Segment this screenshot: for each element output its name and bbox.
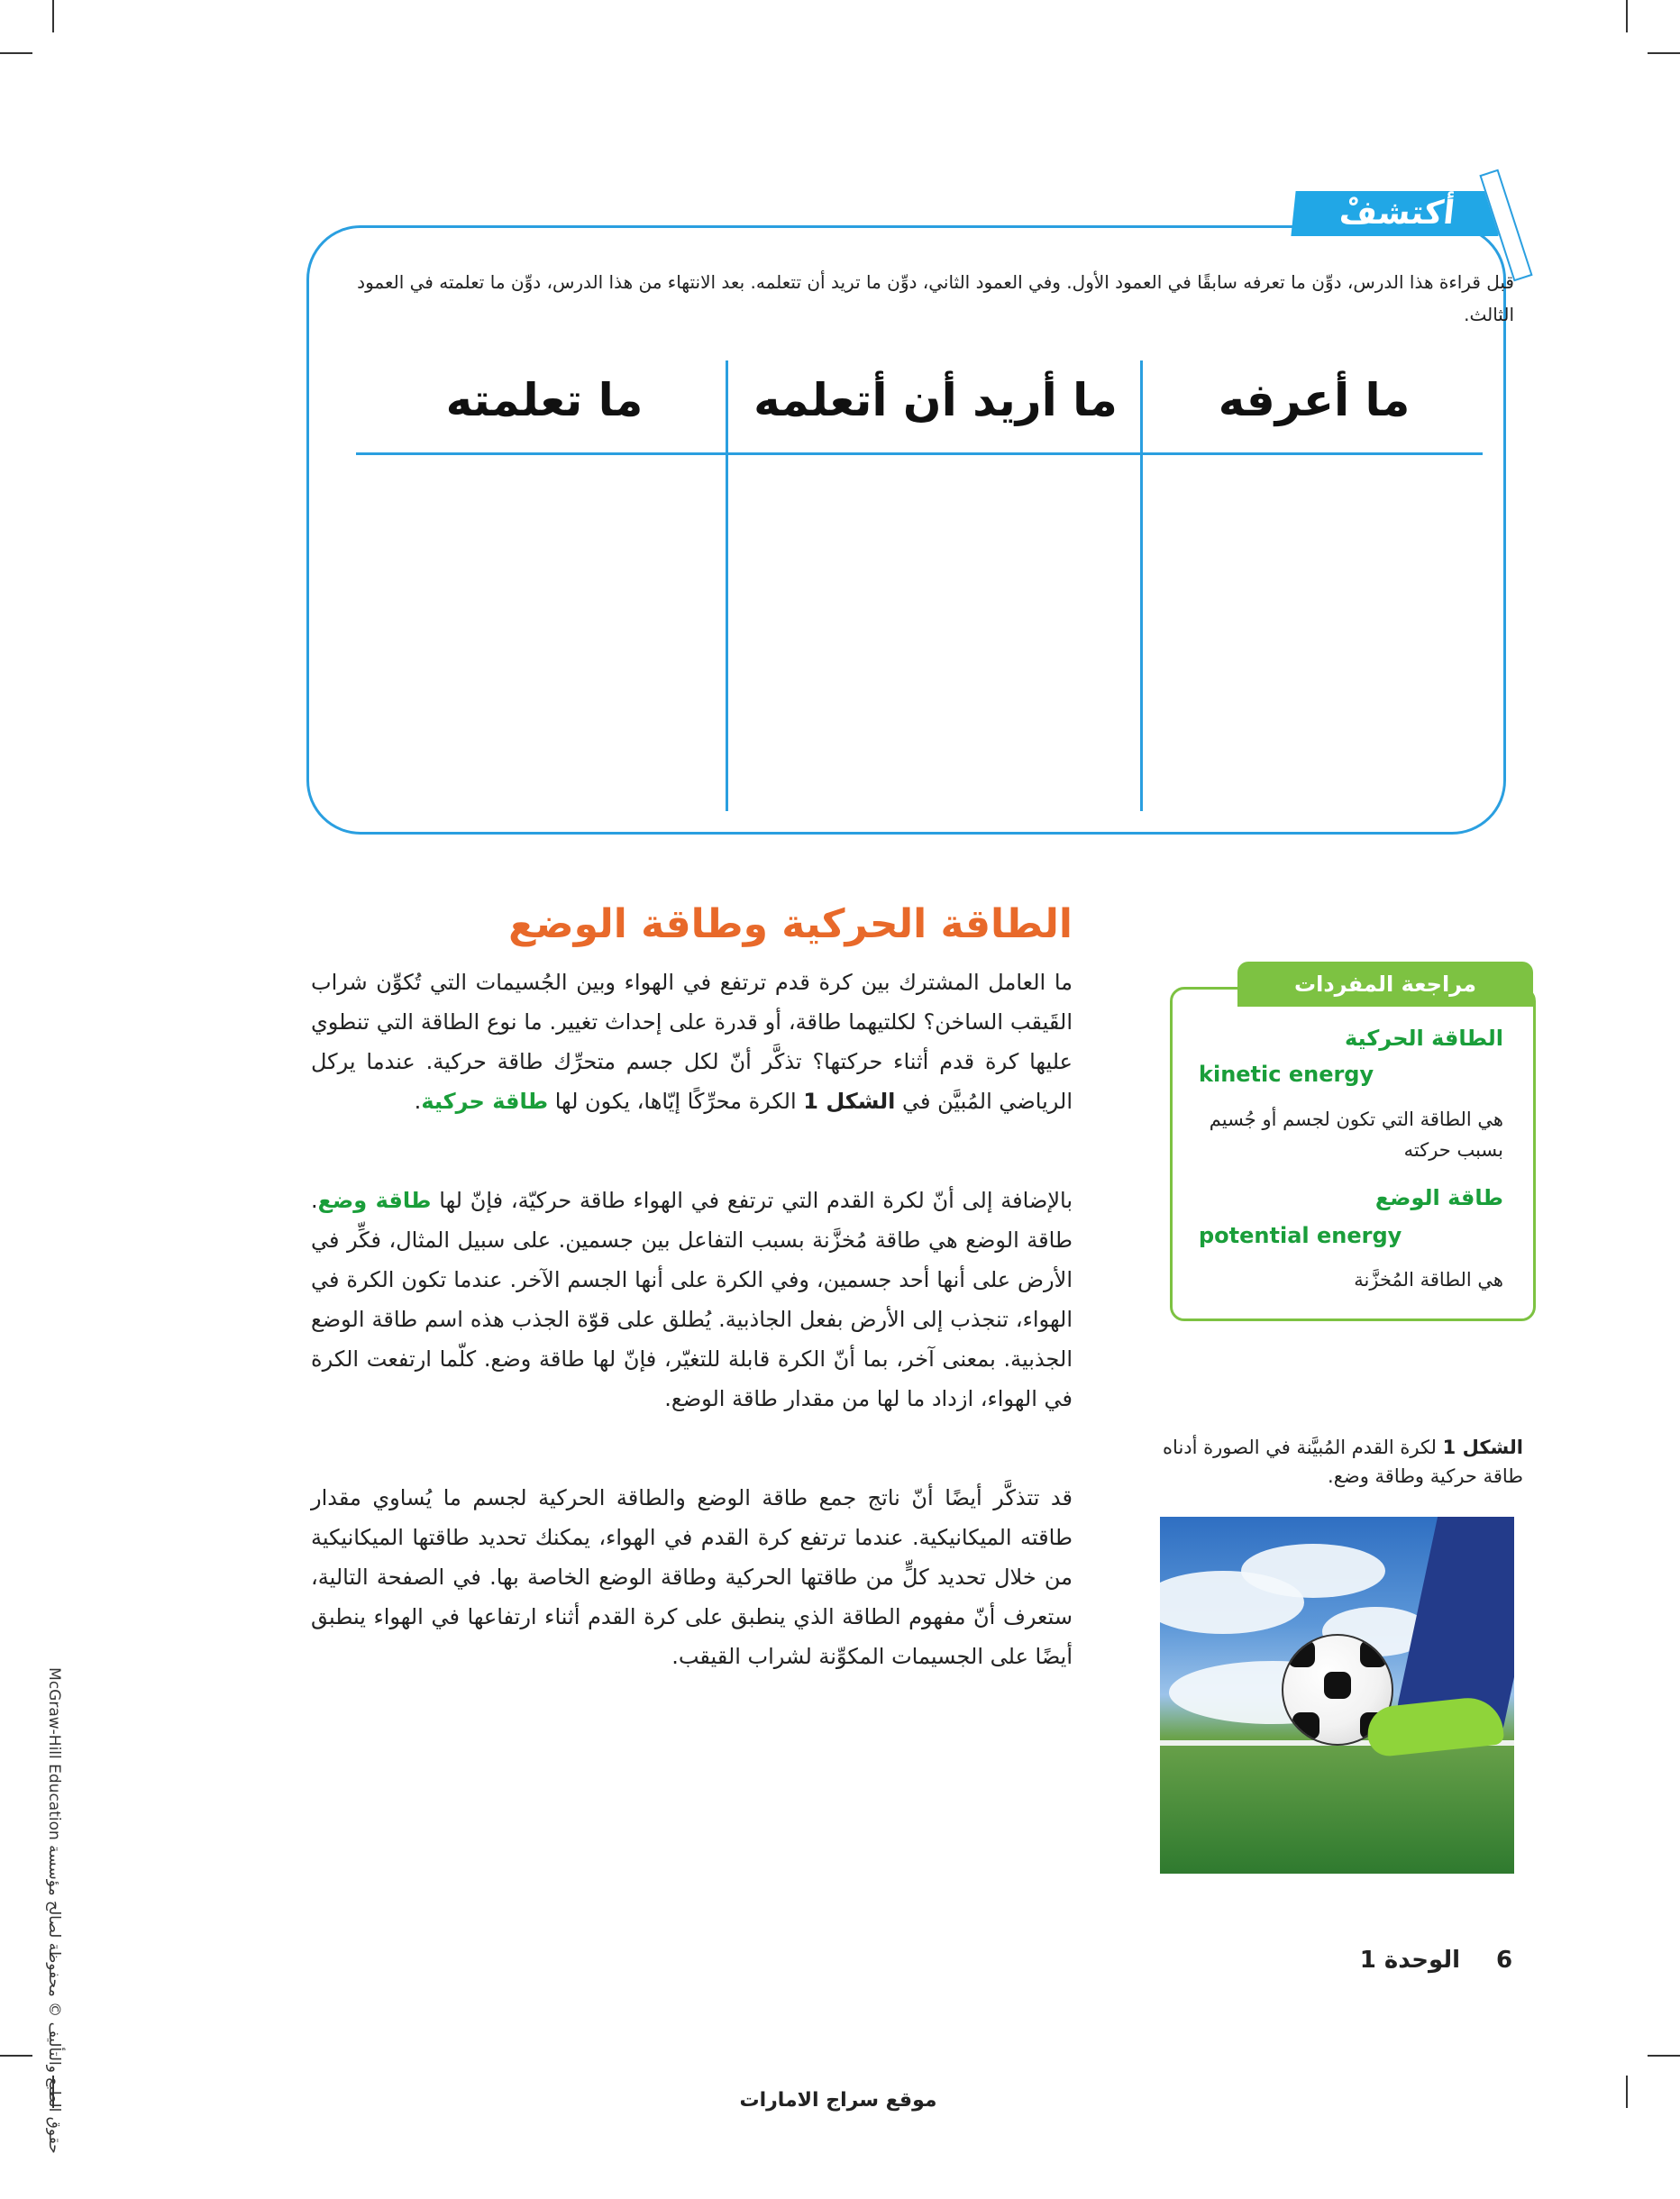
vocab-def-kinetic: هي الطاقة التي تكون لجسم أو جُسيم بسبب حركته	[1209, 1109, 1503, 1161]
kwl-column-learned: ما تعلمته	[445, 374, 644, 426]
paragraph-3	[311, 1478, 1073, 1676]
kwl-column-know: ما أعرفه	[1218, 374, 1411, 426]
section-title: الطاقة الحركية وطاقة الوضع	[508, 901, 1073, 947]
paragraph-2-text-a: بالإضافة إلى أنّ لكرة القدم التي ترتفع في الهواء طاقة حركيّة، فإنّ لها	[439, 1188, 1073, 1213]
soccer-photo	[1160, 1517, 1514, 1874]
kwl-column-want: ما أريد أن أتعلمه	[753, 374, 1118, 426]
vocab-term-kinetic-en: kinetic energy	[1199, 1062, 1374, 1087]
paragraph-1-text-a: ما العامل المشترك بين كرة قدم ترتفع في الهواء وبين الجُسيمات التي تُكوِّن شراب القَيقب الساخن؟ لكلتيهما طاقة، أو قدرة على إحداث تغيير. ما نوع الطاقة التي تنطوي عليها كرة قدم أثناء حركتها؟ تذكَّر أنّ لكل جسم متحرِّك طاقة حركية. عندما يركل الرياضي المُبيَّن في	[311, 970, 1073, 1114]
crop-mark	[1648, 52, 1680, 54]
keyword-kinetic-energy: طاقة حركية	[421, 1089, 549, 1114]
figure-label: الشكل 1	[1442, 1437, 1523, 1458]
crop-mark	[1626, 2076, 1628, 2108]
cloud	[1241, 1544, 1385, 1598]
figure-caption	[1163, 1433, 1523, 1491]
page-number: 6	[1496, 1947, 1513, 1974]
explore-instructions: قبل قراءة هذا الدرس، دوِّن ما تعرفه سابقًا في العمود الأول. وفي العمود الثاني، دوِّن ما تريد أن تتعلمه. بعد الانتهاء من هذا الدرس، دوِّن ما تعلمته في العمود الثالث.	[357, 271, 1514, 325]
crop-mark	[0, 52, 32, 54]
crop-mark	[0, 2055, 32, 2057]
crop-mark	[1648, 2055, 1680, 2057]
copyright-credit: حقوق الطبع والتأليف © محفوظة لصالح مؤسسة McGraw-Hill Education	[45, 1667, 63, 2154]
crop-mark	[52, 0, 54, 32]
kwl-header-divider	[356, 452, 1483, 455]
vocab-term-potential-ar: طاقة الوضع	[1374, 1185, 1503, 1210]
vocab-def-potential: هي الطاقة المُخزَّنة	[1354, 1269, 1503, 1291]
kwl-column-divider	[1140, 360, 1143, 811]
vocab-term-potential-en: potential energy	[1199, 1223, 1402, 1248]
kwl-column-divider	[726, 360, 728, 811]
vocab-term-kinetic-ar: الطاقة الحركية	[1344, 1026, 1503, 1051]
paragraph-1-text-b: الكرة محرِّكًا إيّاها، يكون لها	[554, 1089, 797, 1114]
site-label: موقع سراج الامارات	[739, 2089, 937, 2112]
paragraph-1-end: .	[414, 1089, 422, 1114]
paragraph-1	[311, 963, 1073, 1121]
paragraph-2	[311, 1181, 1073, 1419]
paragraph-3-text: قد تتذكَّر أيضًا أنّ ناتج جمع طاقة الوضع والطاقة الحركية لجسم ما يُساوي مقدار طاقته الميكانيكية. عندما ترتفع كرة القدم في الهواء، يمكنك تحديد طاقتها الميكانيكية من خلال تحديد كلٍّ من طاقتها الحركية وطاقة الوضع الخاصة بها. في الصفحة التالية، ستعرف أنّ مفهوم الطاقة الذي ينطبق على كرة القدم أثناء ارتفاعها في الهواء ينطبق أيضًا على الجسيمات المكوِّنة لشراب القيقب.	[311, 1485, 1073, 1669]
explore-tab: أكتشفْ	[1291, 191, 1502, 236]
figure-caption-text: لكرة القدم المُبيَّنة في الصورة أدناه طاقة حركية وطاقة وضع.	[1163, 1437, 1523, 1487]
unit-label: الوحدة 1	[1359, 1947, 1460, 1974]
vocab-tab: مراجعة المفردات	[1237, 962, 1533, 1007]
crop-mark	[1626, 0, 1628, 32]
figure-reference: الشكل 1	[803, 1089, 896, 1114]
keyword-potential-energy: طاقة وضع	[317, 1188, 432, 1213]
paragraph-2-text-b: . طاقة الوضع هي طاقة مُخزَّنة بسبب التفاعل بين جسمين. على سبيل المثال، فكِّر في الأرض على أنها أحد جسمين، وفي الكرة على أنها الجسم الآخر. عندما تكون الكرة في الهواء، تنجذب إلى الأرض بفعل الجاذبية. يُطلق على قوّة الجذب هذه اسم طاقة الوضع الجذبية. بمعنى آخر، بما أنّ الكرة قابلة للتغيّر، فإنّ لها طاقة وضع. كلّما ارتفعت الكرة في الهواء، ازداد ما لها من مقدار طاقة الوضع.	[311, 1188, 1073, 1411]
